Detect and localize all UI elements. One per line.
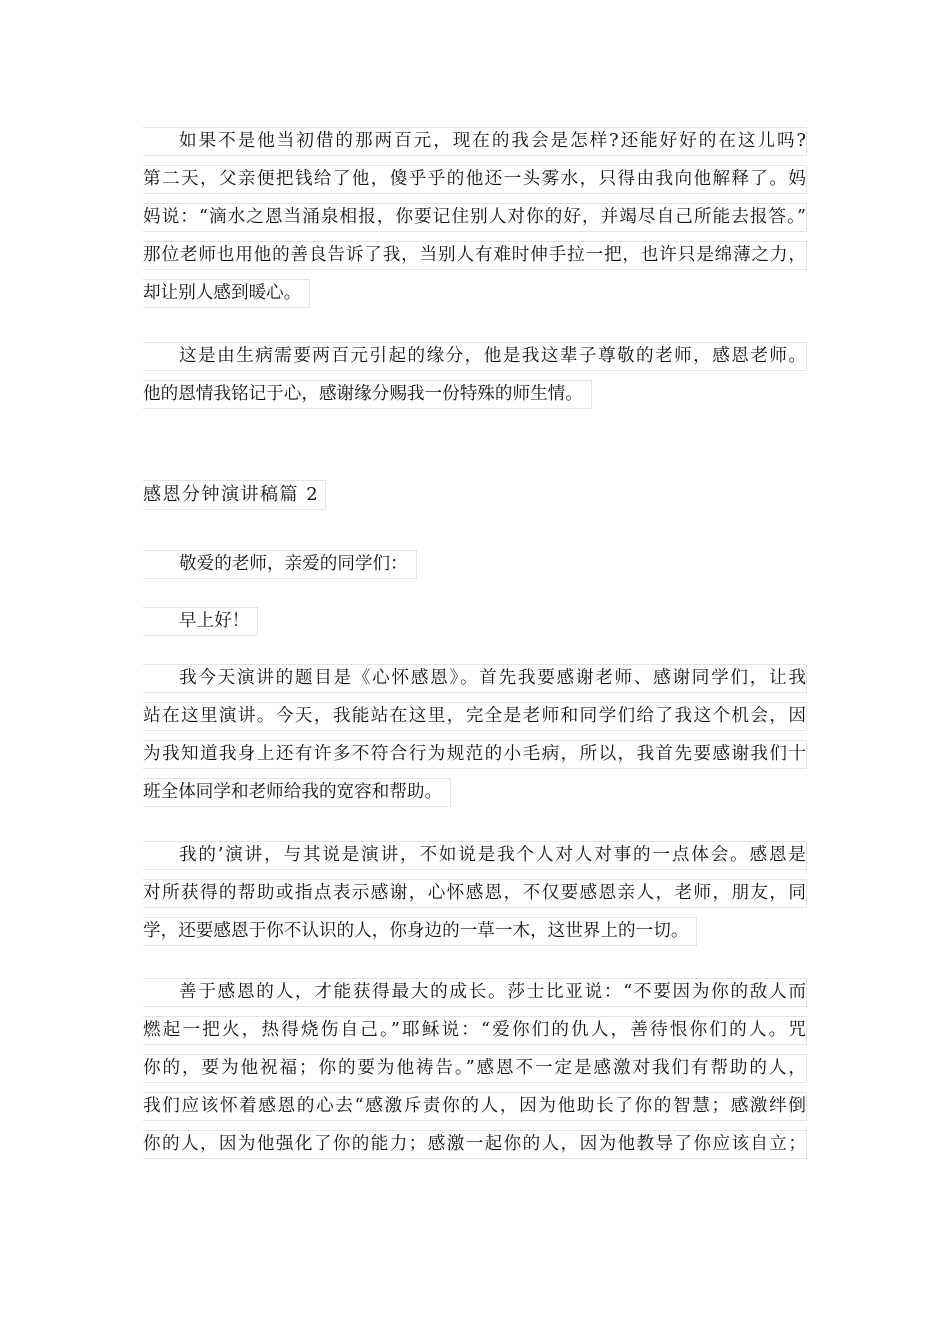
text-line: 班全体同学和老师给我的宽容和帮助。 xyxy=(143,778,451,807)
text-line: 你的，要为他祝福；你的要为他祷告。”感恩不一定是感激对我们有帮助的人， xyxy=(143,1054,807,1083)
section-heading: 感恩分钟演讲稿篇 2 xyxy=(143,480,326,510)
paragraph-good-morning xyxy=(143,607,807,649)
text-line: 妈说：“滴水之恩当涌泉相报，你要记住别人对你的好，并竭尽自己所能去报答。” xyxy=(143,203,807,232)
text-line: 善于感恩的人，才能获得最大的成长。莎士比亚说：“不要因为你的敌人而 xyxy=(143,978,807,1007)
text-line: 为我知道我身上还有许多不符合行为规范的小毛病，所以，我首先要感谢我们十 xyxy=(143,740,807,769)
paragraph-topic xyxy=(143,664,807,820)
text-line: 如果不是他当初借的那两百元，现在的我会是怎样?还能好好的在这儿吗? xyxy=(143,127,807,156)
text-line: 却让别人感到暖心。 xyxy=(143,279,310,308)
text-line: 我的’演讲，与其说是演讲，不如说是我个人对人对事的一点体会。感恩是 xyxy=(143,841,807,870)
text-line: 我们应该怀着感恩的心去“感激斥责你的人，因为他助长了你的智慧；感激绊倒 xyxy=(143,1092,807,1121)
paragraph-2 xyxy=(143,342,807,422)
paragraph-gratitude xyxy=(143,978,807,1168)
text-line: 学，还要感恩于你不认识的人，你身边的一草一木，这世界上的一切。 xyxy=(143,917,697,946)
paragraph-speech xyxy=(143,841,807,959)
text-line: 你的人，因为他强化了你的能力；感激一起你的人，因为他教导了你应该自立； xyxy=(143,1130,807,1159)
text-line: 我今天演讲的题目是《心怀感恩》。首先我要感谢老师、感谢同学们，让我 xyxy=(143,664,807,693)
paragraph-greeting xyxy=(143,550,807,592)
text-line: 这是由生病需要两百元引起的缘分，他是我这辈子尊敬的老师，感恩老师。 xyxy=(143,342,807,371)
text-line: 燃起一把火，热得烧伤自己。”耶稣说：“爱你们的仇人，善待恨你们的人。咒 xyxy=(143,1016,807,1045)
paragraph-1 xyxy=(143,127,807,321)
text-line: 第二天，父亲便把钱给了他，傻乎乎的他还一头雾水，只得由我向他解释了。妈 xyxy=(143,165,807,194)
text-line: 那位老师也用他的善良告诉了我，当别人有难时伸手拉一把，也许只是绵薄之力， xyxy=(143,241,807,270)
text-line: 早上好！ xyxy=(143,607,258,636)
text-line: 对所获得的帮助或指点表示感谢，心怀感恩，不仅要感恩亲人，老师，朋友，同 xyxy=(143,879,807,908)
text-line: 敬爱的老师，亲爱的同学们： xyxy=(143,550,417,579)
text-line: 站在这里演讲。今天，我能站在这里，完全是老师和同学们给了我这个机会，因 xyxy=(143,702,807,731)
text-line: 他的恩情我铭记于心，感谢缘分赐我一份特殊的师生情。 xyxy=(143,380,592,409)
